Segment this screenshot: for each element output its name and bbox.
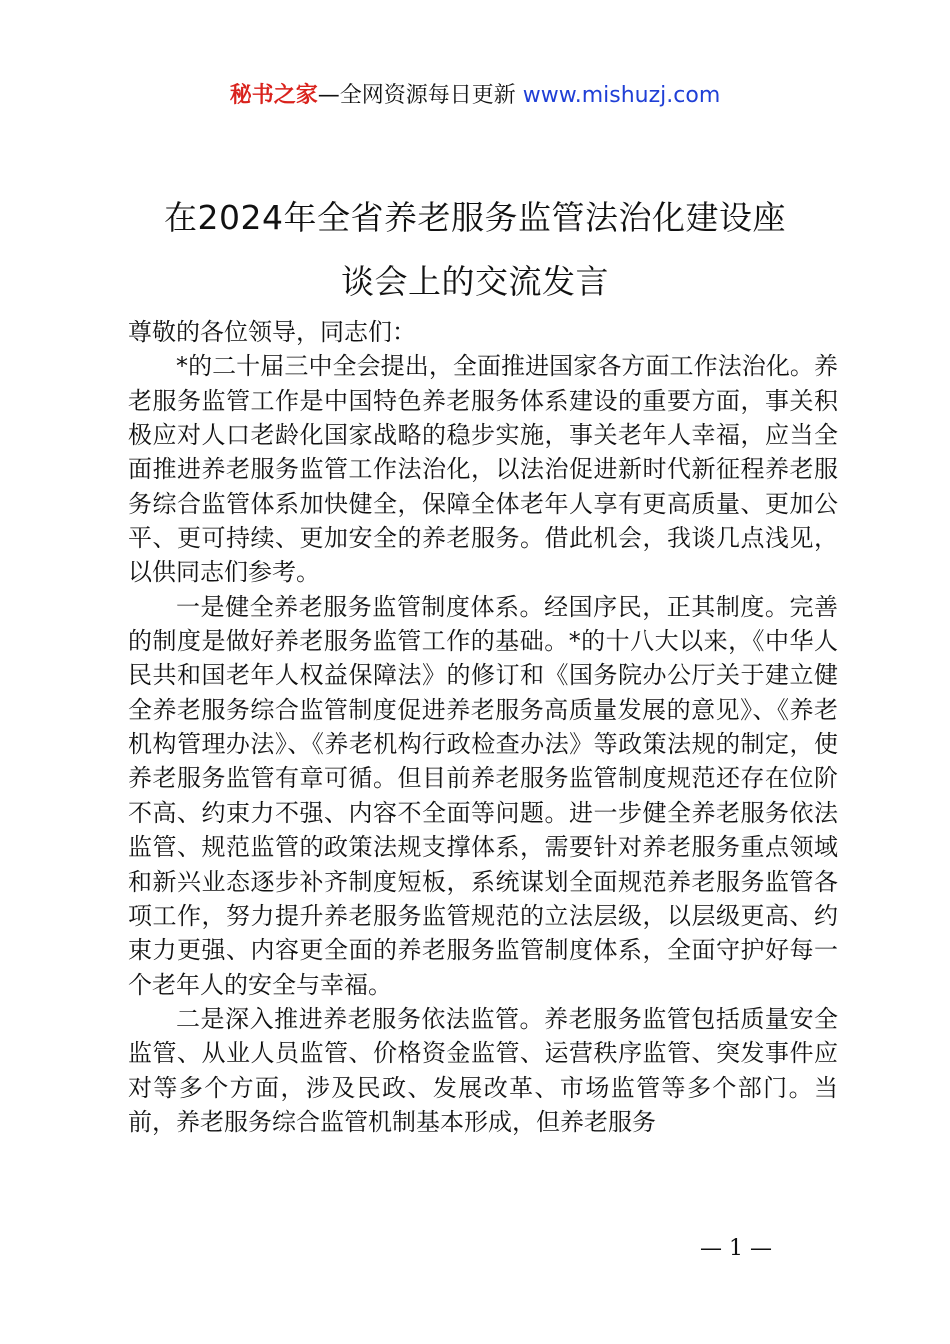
header-tagline: —全网资源每日更新	[317, 83, 523, 108]
title-line-2: 谈会上的交流发言	[341, 262, 609, 301]
header-banner	[0, 80, 950, 112]
paragraph-point-2: 二是深入推进养老服务依法监管。养老服务监管包括质量安全监管、从业人员监管、价格资金监管、运营秩序监管、突发事件应对等多个方面，涉及民政、发展改革、市场监管等多个部门。当前，养老服务综合监管机制基本形成，但养老服务	[128, 1004, 838, 1136]
brand-name[interactable]: 秘书之家	[229, 83, 318, 108]
paragraph-intro: *的二十届三中全会提出，全面推进国家各方面工作法治化。养老服务监管工作是中国特色养老服务体系建设的重要方面，事关积极应对人口老龄化国家战略的稳步实施，事关老年人幸福，应当全面推进养老服务监管工作法治化，以法治促进新时代新征程养老服务综合监管体系加快健全，保障全体老年人享有更高质量、更加公平、更可持续、更加安全的养老服务。借此机会，我谈几点浅见，以供同志们参考。	[128, 352, 838, 587]
site-url-link[interactable]: www.mishuzj.com	[522, 83, 721, 108]
document-title	[120, 186, 830, 314]
title-line-1: 在2024年全省养老服务监管法治化建设座	[164, 198, 786, 237]
document-body	[128, 315, 838, 1139]
paragraph-point-1: 一是健全养老服务监管制度体系。经国序民，正其制度。完善的制度是做好养老服务监管工作的基础。*的十八大以来，《中华人民共和国老年人权益保障法》的修订和《国务院办公厅关于建立健全养老服务综合监管制度促进养老服务高质量发展的意见》、《养老机构管理办法》、《养老机构行政检查办法》等政策法规的制定，使养老服务监管有章可循。但目前养老服务监管制度规范还存在位阶不高、约束力不强、内容不全面等问题。进一步健全养老服务依法监管、规范监管的政策法规支撑体系，需要针对养老服务重点领域和新兴业态逐步补齐制度短板，系统谋划全面规范养老服务监管各项工作，努力提升养老服务监管规范的立法层级，以层级更高、约束力更强、内容更全面的养老服务监管制度体系，全面守护好每一个老年人的安全与幸福。	[128, 592, 838, 999]
page-number: — 1 —	[700, 1236, 772, 1261]
salutation: 尊敬的各位领导，同志们：	[128, 318, 416, 346]
